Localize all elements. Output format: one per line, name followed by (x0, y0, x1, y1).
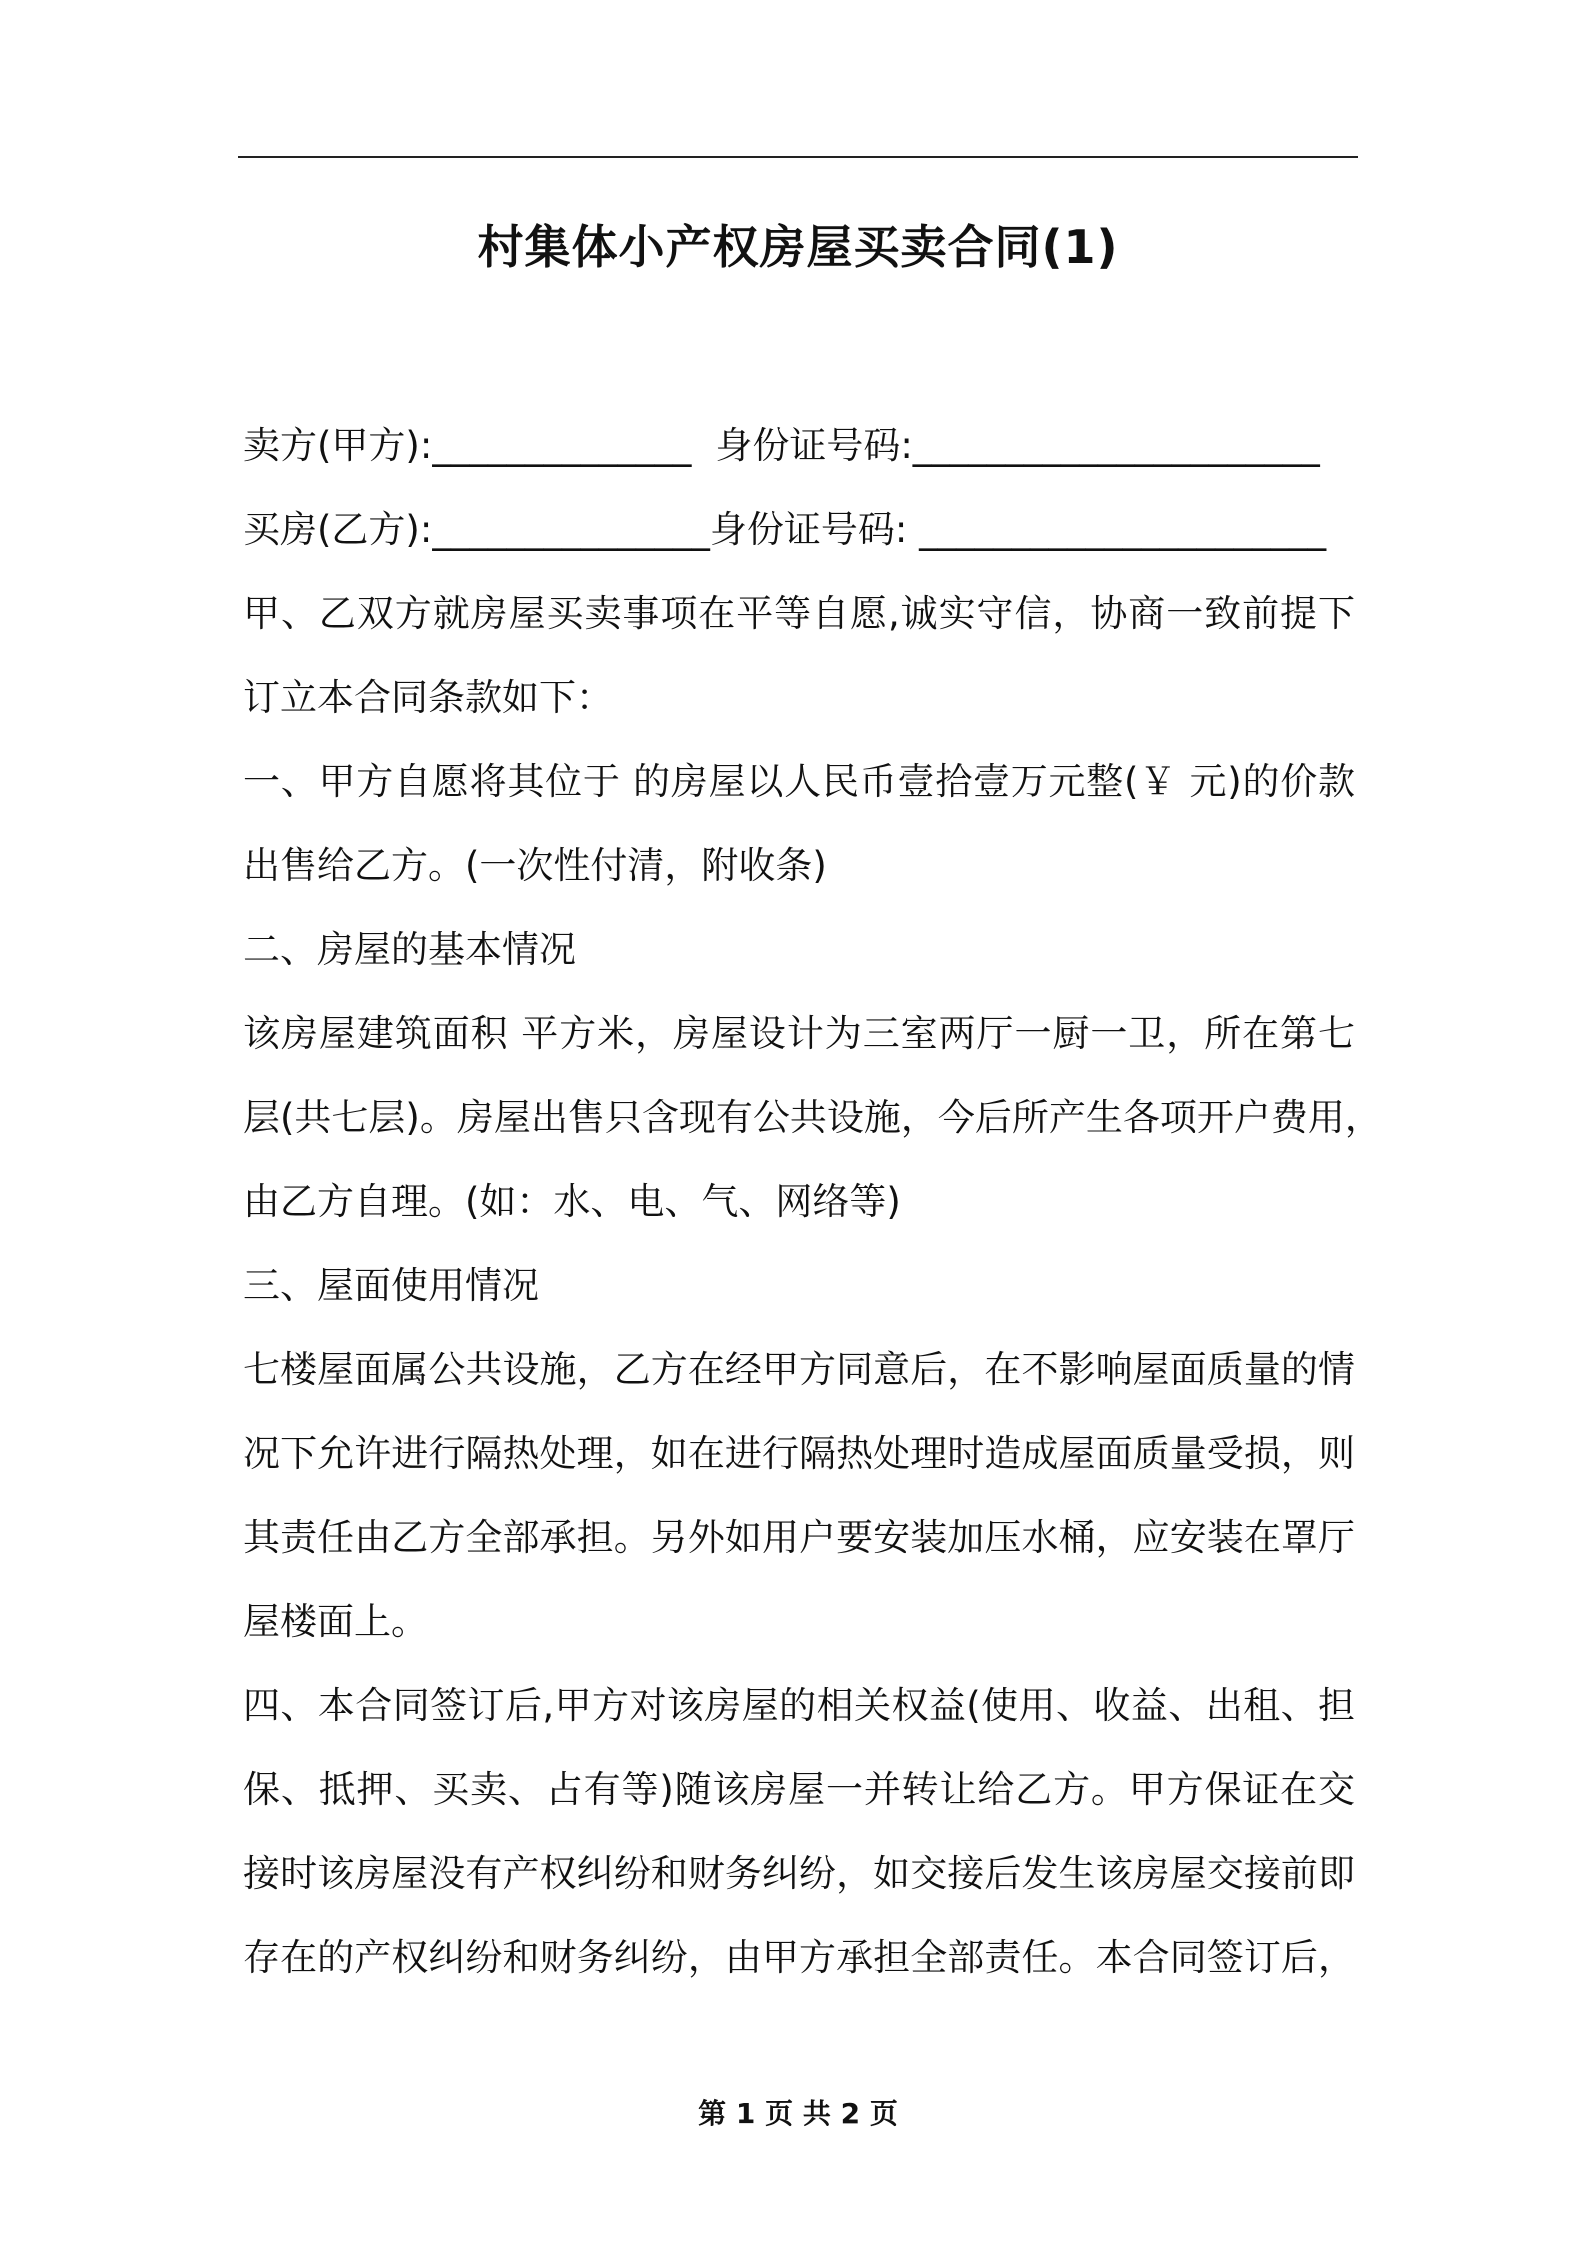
clause-1-line: 一、甲方自愿将其位于 的房屋以人民币壹拾壹万元整(￥ 元)的价款 (243, 760, 1355, 803)
buyer-id-field: 身份证号码: ______________________ (709, 508, 1327, 551)
clause-3-line: 其责任由乙方全部承担。另外如用户要安装加压水桶，应安装在罩厅 (243, 1516, 1355, 1559)
clause-2-line: 层(共七层)。房屋出售只含现有公共设施，今后所产生各项开户费用， (243, 1096, 1382, 1139)
seller-field: 卖方(甲方):______________ (243, 424, 692, 467)
clause-1-line: 出售给乙方。(一次性付清，附收条) (243, 844, 827, 887)
clause-4-line: 四、本合同签订后,甲方对该房屋的相关权益(使用、收益、出租、担 (243, 1684, 1355, 1727)
clause-2-line: 由乙方自理。(如：水、电、气、网络等) (243, 1180, 901, 1223)
clause-4-line: 存在的产权纠纷和财务纠纷，由甲方承担全部责任。本合同签订后， (243, 1936, 1355, 1979)
contract-body (243, 404, 1382, 2000)
buyer-field: 买房(乙方):_______________ (243, 508, 710, 551)
clause-3-line: 况下允许进行隔热处理，如在进行隔热处理时造成屋面质量受损，则 (243, 1432, 1355, 1475)
clause-2-heading: 二、房屋的基本情况 (243, 928, 576, 971)
document-title: 村集体小产权房屋买卖合同(1) (477, 220, 1119, 274)
header-rule (238, 156, 1358, 158)
seller-line (243, 404, 1355, 488)
paragraph-line: 甲、乙双方就房屋买卖事项在平等自愿,诚实守信，协商一致前提下 (243, 592, 1355, 635)
page-number: 第 1 页 共 2 页 (698, 2097, 898, 2130)
clause-4-line: 保、抵押、买卖、占有等)随该房屋一并转让给乙方。甲方保证在交 (243, 1768, 1355, 1811)
seller-id-field: 身份证号码:______________________ (715, 424, 1320, 467)
clause-4-line: 接时该房屋没有产权纠纷和财务纠纷，如交接后发生该房屋交接前即 (243, 1852, 1355, 1895)
clause-3-heading: 三、屋面使用情况 (243, 1264, 539, 1307)
clause-3-line: 七楼屋面属公共设施，乙方在经甲方同意后，在不影响屋面质量的情 (243, 1348, 1355, 1391)
clause-3-line: 屋楼面上。 (243, 1600, 428, 1643)
paragraph-line: 订立本合同条款如下： (243, 676, 613, 719)
buyer-line (243, 488, 1355, 572)
clause-2-line: 该房屋建筑面积 平方米，房屋设计为三室两厅一厨一卫，所在第七 (243, 1012, 1355, 1055)
